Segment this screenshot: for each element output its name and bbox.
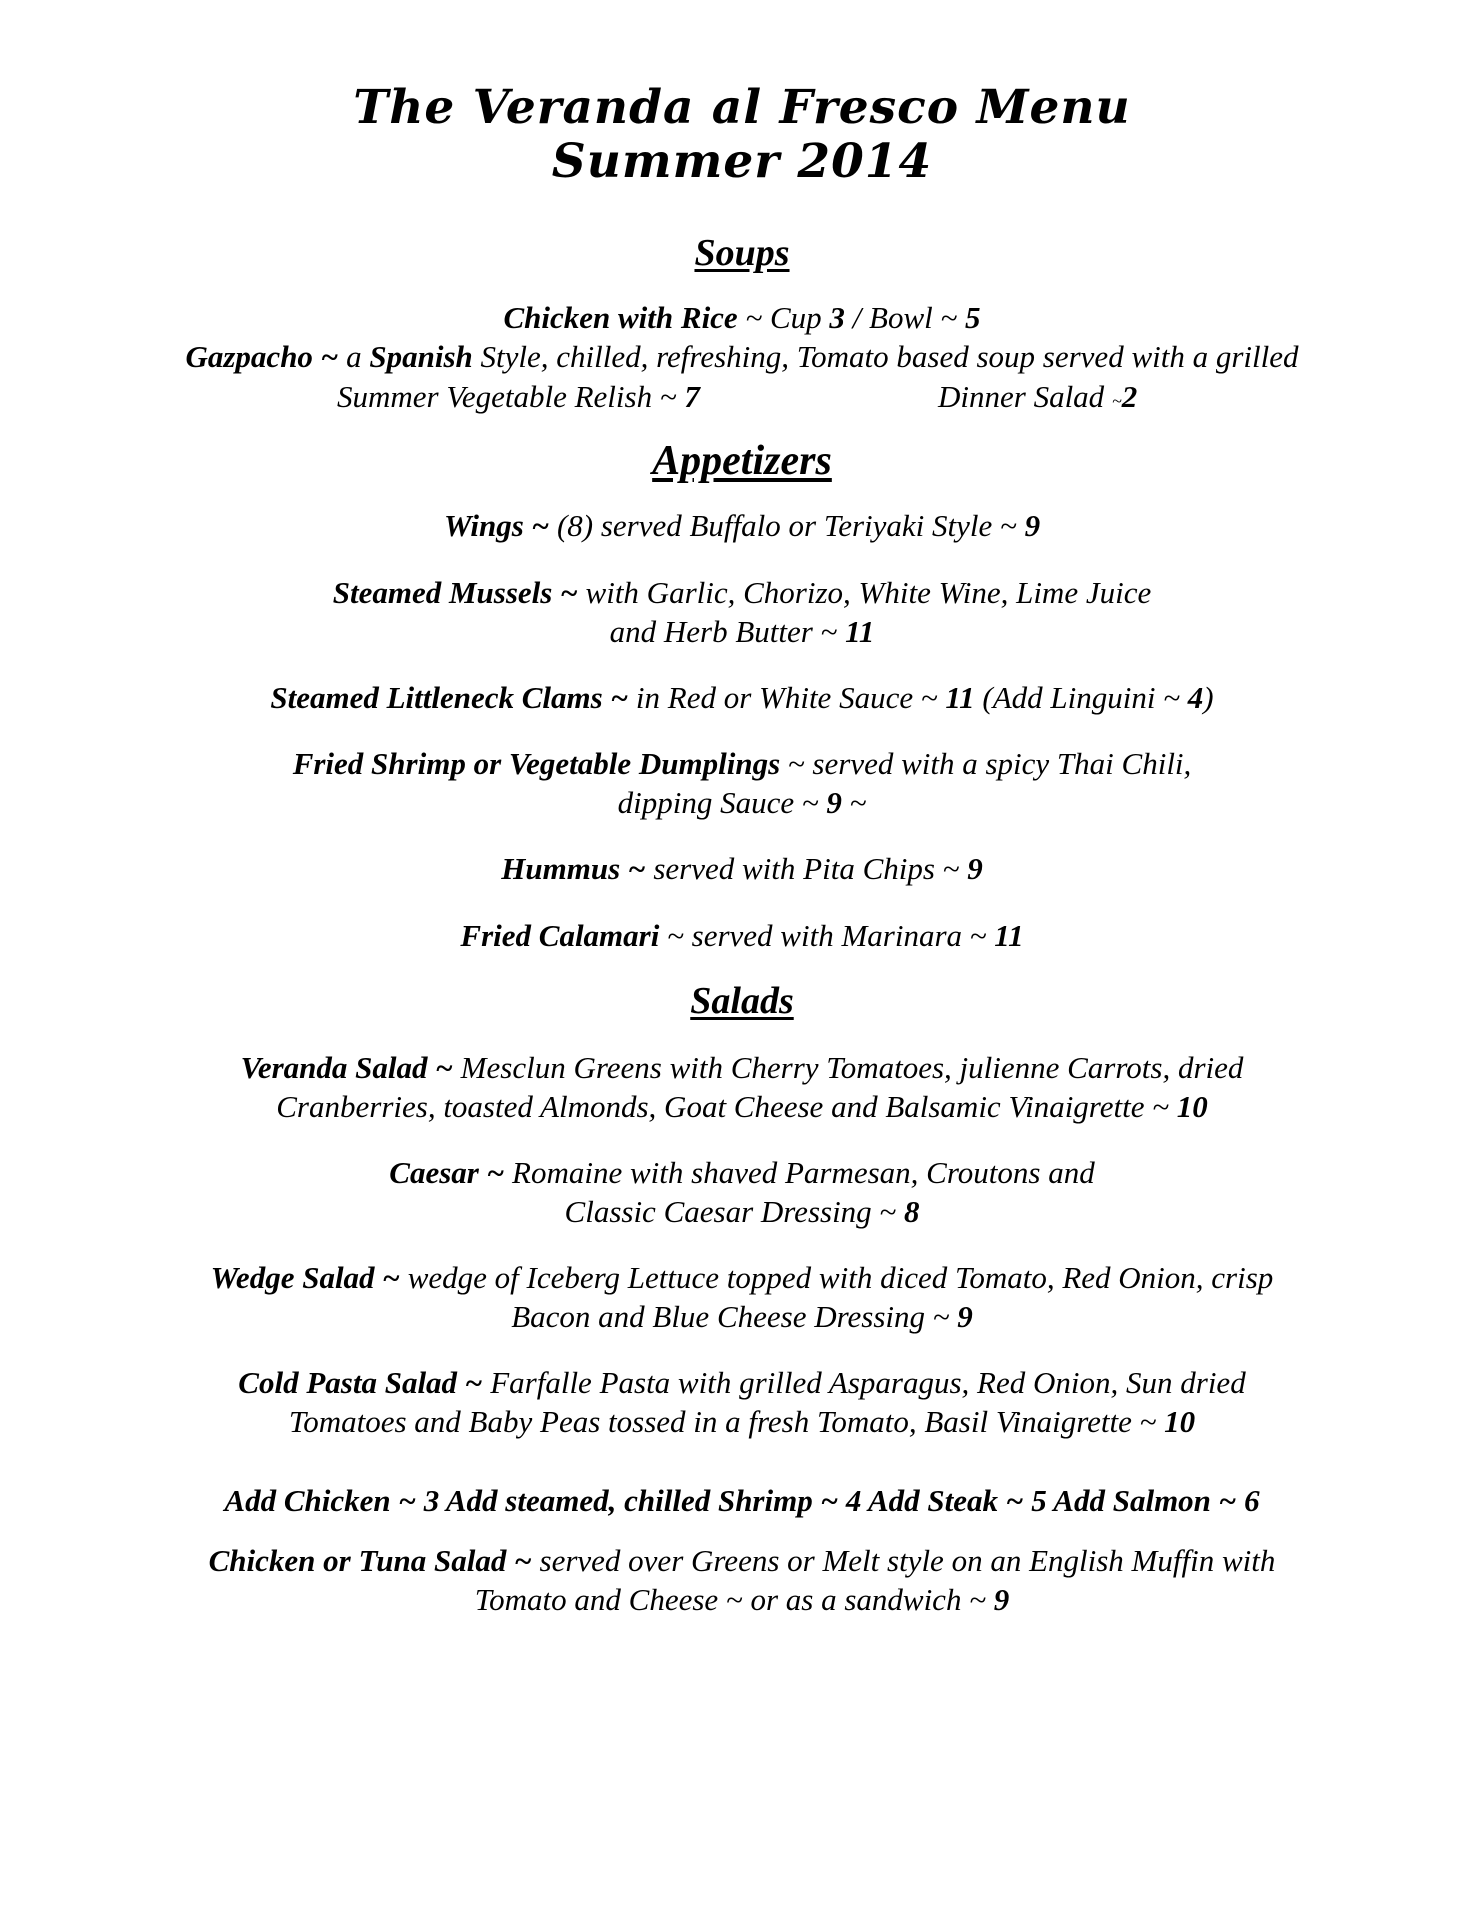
price: 11 [945, 680, 975, 715]
menu-item-dinner-salad: Dinner Salad ~2 [938, 379, 1138, 414]
menu-item-wedge-line2: Bacon and Blue Cheese Dressing ~ 9 [511, 1299, 973, 1334]
menu-item-chicken-tuna-line2: Tomato and Cheese ~ or as a sandwich ~ 9 [474, 1582, 1010, 1617]
item-name: Gazpacho ~ [185, 339, 339, 374]
item-name: Hummus ~ [501, 851, 646, 886]
price: 2 [1121, 379, 1138, 414]
menu-item-wedge-line1: Wedge Salad ~ wedge of Iceberg Lettuce topped with diced Tomato, Red Onion, crisp [210, 1260, 1274, 1295]
menu-item-pasta-line2: Tomatoes and Baby Peas tossed in a fresh Tomato, Basil Vinaigrette ~ 10 [288, 1404, 1196, 1439]
item-name: Caesar ~ [389, 1155, 505, 1190]
menu-item-wings: Wings ~ (8) served Buffalo or Teriyaki Style ~ 9 [443, 508, 1041, 543]
menu-item-gazpacho-line1: Gazpacho ~ a Spanish Style, chilled, refreshing, Tomato based soup served with a grilled [185, 339, 1299, 374]
menu-item-chicken-tuna-line1: Chicken or Tuna Salad ~ served over Greens or Melt style on an English Muffin with [208, 1543, 1276, 1578]
price: 10 [1176, 1089, 1208, 1124]
price: 9 [826, 785, 842, 820]
item-name: Fried Shrimp or Vegetable Dumplings [292, 746, 781, 781]
price: 9 [967, 851, 983, 886]
menu-subtitle: Summer 2014 [551, 134, 933, 189]
item-name: Wedge Salad ~ [210, 1260, 400, 1295]
price: 8 [903, 1194, 920, 1229]
appetizers-heading: Appetizers [652, 438, 832, 484]
item-name: Fried Calamari [460, 918, 660, 953]
price: 4 [1187, 680, 1204, 715]
menu-item-gazpacho-line2: Summer Vegetable Relish ~ 7 [337, 379, 700, 414]
menu-item-dumplings-line2: dipping Sauce ~ 9 ~ [617, 785, 867, 820]
price: 9 [1024, 508, 1041, 543]
item-name: Steamed Littleneck Clams ~ [270, 680, 629, 715]
price: 5 [965, 300, 981, 335]
price: 11 [994, 918, 1024, 953]
menu-item-chicken-rice: Chicken with Rice ~ Cup 3 / Bowl ~ 5 [503, 300, 981, 335]
price: 9 [957, 1299, 973, 1334]
soups-row-last [0, 379, 1484, 415]
menu-item-caesar-line1: Caesar ~ Romaine with shaved Parmesan, Croutons and [389, 1155, 1095, 1190]
menu-item-dumplings-line1: Fried Shrimp or Vegetable Dumplings ~ served with a spicy Thai Chili, [292, 746, 1192, 781]
item-name: Veranda Salad ~ [240, 1050, 453, 1085]
item-name: Chicken with Rice [503, 300, 738, 335]
menu-item-caesar-line2: Classic Caesar Dressing ~ 8 [564, 1194, 920, 1229]
item-name: Wings ~ [443, 508, 550, 543]
menu-item-clams: Steamed Littleneck Clams ~ in Red or White Sauce ~ 11 (Add Linguini ~ 4) [270, 680, 1214, 715]
soups-heading: Soups [694, 232, 790, 274]
menu-item-mussels-line1: Steamed Mussels ~ with Garlic, Chorizo, White Wine, Lime Juice [332, 575, 1152, 610]
price: 11 [845, 614, 875, 649]
item-name: Steamed Mussels ~ [332, 575, 578, 610]
menu-item-mussels-line2: and Herb Butter ~ 11 [609, 614, 875, 649]
price: 7 [684, 379, 700, 414]
price: 3 [829, 300, 845, 335]
salad-addons: Add Chicken ~ 3 Add steamed, chilled Shrimp ~ 4 Add Steak ~ 5 Add Salmon ~ 6 [224, 1483, 1260, 1518]
item-name: Cold Pasta Salad ~ [238, 1365, 483, 1400]
item-name: Chicken or Tuna Salad ~ [208, 1543, 532, 1578]
price: 9 [993, 1582, 1010, 1617]
menu-item-veranda-line1: Veranda Salad ~ Mesclun Greens with Cherry Tomatoes, julienne Carrots, dried [240, 1050, 1244, 1085]
salads-heading: Salads [690, 980, 794, 1022]
menu-title: The Veranda al Fresco Menu [353, 80, 1131, 135]
menu-item-pasta-line1: Cold Pasta Salad ~ Farfalle Pasta with grilled Asparagus, Red Onion, Sun dried [238, 1365, 1246, 1400]
menu-item-calamari: Fried Calamari ~ served with Marinara ~ 11 [460, 918, 1024, 953]
menu-item-veranda-line2: Cranberries, toasted Almonds, Goat Cheese and Balsamic Vinaigrette ~ 10 [276, 1089, 1208, 1124]
price: 10 [1164, 1404, 1196, 1439]
menu-item-hummus: Hummus ~ served with Pita Chips ~ 9 [501, 851, 983, 886]
